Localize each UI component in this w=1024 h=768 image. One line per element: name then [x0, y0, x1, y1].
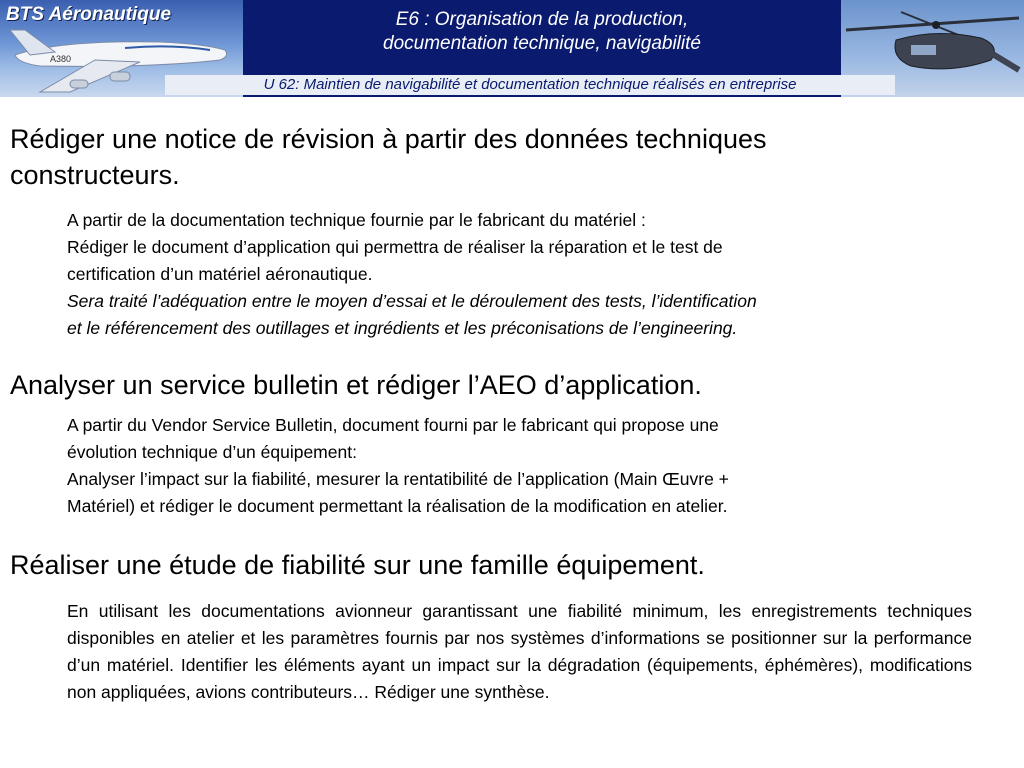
section-3-body: En utilisant les documentations avionneur garantissant une fiabilité minimum, les enregistrements techniques disponibles en atelier et les paramètres fournis par nos systèmes d’informations se positionner sur la performance d’un matériel. Identifier les éléments ayant un impact sur la dégradation (équipements, éphémères), modifications non appliquées, avions contributeurs… Rédiger une synthèse. — [67, 601, 972, 702]
section-1-line: certification d’un matériel aéronautique. — [67, 264, 373, 284]
page-title — [243, 8, 841, 56]
section-1-line: Rédiger le document d’application qui permettra de réaliser la réparation et le test de — [67, 237, 723, 257]
section-1-line: A partir de la documentation technique fournie par le fabricant du matériel : — [67, 210, 646, 230]
page-subtitle: U 62: Maintien de navigabilité et documentation technique réalisés en entreprise — [165, 75, 895, 95]
section-1-italic-line: Sera traité l’adéquation entre le moyen d’essai et le déroulement des tests, l’identification — [67, 291, 757, 311]
section-2-heading: Analyser un service bulletin et rédiger l’AEO d’application. — [10, 370, 702, 400]
title-line-2: documentation technique, navigabilité — [383, 33, 701, 54]
section-1-body — [67, 207, 972, 342]
section-1-italic-line: et le référencement des outillages et ingrédients et les préconisations de l’engineering. — [67, 318, 738, 338]
section-2-body — [67, 412, 972, 520]
header-banner — [0, 0, 1024, 97]
section-2-line: Analyser l’impact sur la fiabilité, mesurer la rentatibilité de l’application (Main Œuvre + — [67, 469, 729, 489]
section-1-heading — [10, 121, 767, 193]
section-3-heading: Réaliser une étude de fiabilité sur une famille équipement. — [10, 550, 705, 580]
aircraft-label: A380 — [50, 54, 72, 64]
title-line-1: E6 : Organisation de la production, — [395, 9, 689, 30]
section-1-heading-line-2: constructeurs. — [10, 160, 180, 190]
section-2-line: évolution technique d’un équipement: — [67, 442, 357, 462]
section-2-line: A partir du Vendor Service Bulletin, document fourni par le fabricant qui propose une — [67, 415, 719, 435]
section-2-line: Matériel) et rédiger le document permettant la réalisation de la modification en atelier. — [67, 496, 728, 516]
brand-logo-text: BTS Aéronautique — [6, 4, 172, 25]
section-1-heading-line-1: Rédiger une notice de révision à partir des données techniques — [10, 124, 767, 154]
